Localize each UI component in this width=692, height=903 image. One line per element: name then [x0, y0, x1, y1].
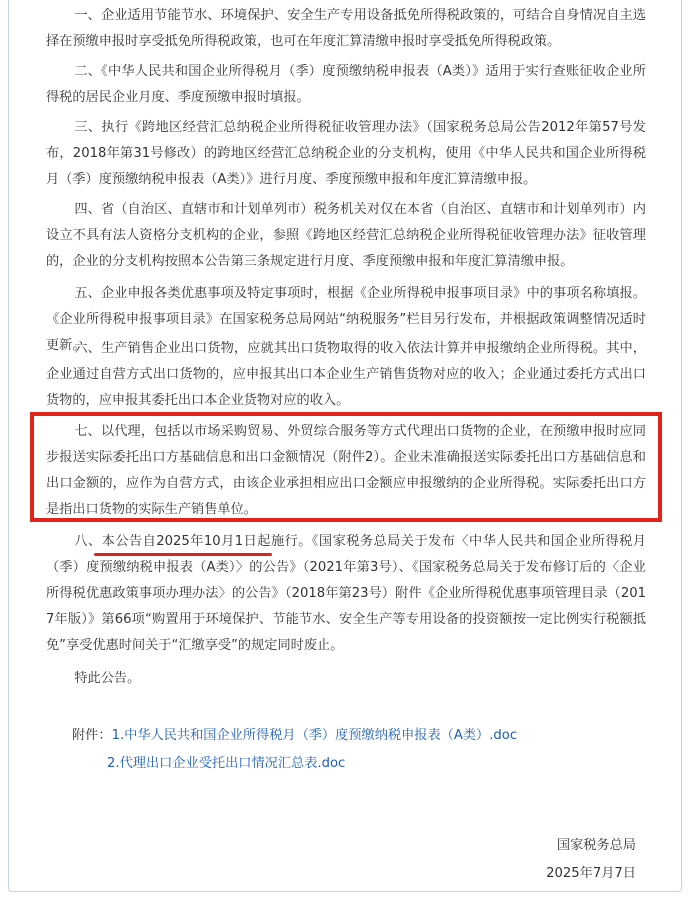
issue-date: 2025年7月7日: [546, 866, 636, 881]
paragraph-1: 一、企业适用节能节水、环境保护、安全生产专用设备抵免所得税政策的，可结合自身情况自主选择在预缴申报时享受抵免所得税政策，也可在年度汇算清缴申报时享受抵免所得税政策。: [46, 8, 646, 49]
red-highlight-box: [30, 412, 662, 522]
attachments-label: 附件：: [72, 728, 112, 743]
paragraph-5: 五、企业申报各类优惠事项及特定事项时，根据《企业所得税申报事项目录》中的事项名称填报。《企业所得税申报事项目录》在国家税务总局网站“纳税服务”栏目另行发布，并根据政策调整情况适时更新。: [46, 286, 646, 353]
signature-block: [546, 832, 636, 888]
closing-statement: 特此公告。: [74, 671, 141, 686]
paragraph-3: 三、执行《跨地区经营汇总纳税企业所得税征收管理办法》（国家税务总局公告2012年第57号发布，2018年第31号修改）的跨地区经营汇总纳税企业的分支机构，使用《中华人民共和国企业所得税月（季）度预缴纳税申报表（A类）》进行月度、季度预缴申报和年度汇算清缴申报。: [46, 120, 646, 187]
attachment-link-1[interactable]: 1.中华人民共和国企业所得税月（季）度预缴纳税申报表（A类）.doc: [111, 728, 518, 743]
paragraph-2: 二、《中华人民共和国企业所得税月（季）度预缴纳税申报表（A类）》适用于实行查账征收企业所得税的居民企业月度、季度预缴申报时填报。: [46, 64, 646, 105]
paragraph-7: 七、以代理，包括以市场采购贸易、外贸综合服务等方式代理出口货物的企业，在预缴申报时应同步报送实际委托出口方基础信息和出口金额情况（附件2）。企业未准确报送实际委托出口方基础信息和出口金额的，应作为自营方式，由该企业承担相应出口金额应申报缴纳的企业所得税。实际委托出口方是指出口货物的实际生产销售单位。: [46, 424, 646, 517]
paragraph-6: 六、生产销售企业出口货物，应就其出口货物取得的收入依法计算并申报缴纳企业所得税。其中，企业通过自营方式出口货物的，应申报其出口本企业生产销售货物对应的收入；企业通过委托方式出口货物的，应申报其委托出口本企业货物对应的收入。: [46, 341, 646, 408]
attachment-link-2[interactable]: 2.代理出口企业受托出口情况汇总表.doc: [107, 756, 346, 771]
issuer-name: 国家税务总局: [556, 838, 636, 853]
attachment-row-1: [72, 722, 517, 750]
attachment-row-2: [72, 750, 517, 778]
red-underline-mark: [94, 553, 272, 556]
paragraph-8: 八、本公告自2025年10月1日起施行。《国家税务总局关于发布〈中华人民共和国企业所得税月（季）度预缴纳税申报表（A类）〉的公告》（2021年第3号）、《国家税务总局关于发布修订后的〈企业所得税优惠政策事项办理办法〉的公告》（2018年第23号）附件《企业所得税优惠事项管理目录（2017年版）》第66项“购置用于环境保护、节能节水、安全生产等专用设备的投资额按一定比例实行税额抵免”享受优惠时间关于“汇缴享受”的规定同时废止。: [46, 534, 646, 653]
paragraph-4: 四、省（自治区、直辖市和计划单列市）税务机关对仅在本省（自治区、直辖市和计划单列市）内设立不具有法人资格分支机构的企业，参照《跨地区经营汇总纳税企业所得税征收管理办法》征收管理的，企业的分支机构按照本公告第三条规定进行月度、季度预缴申报和年度汇算清缴申报。: [46, 202, 646, 269]
attachments: [72, 722, 517, 778]
